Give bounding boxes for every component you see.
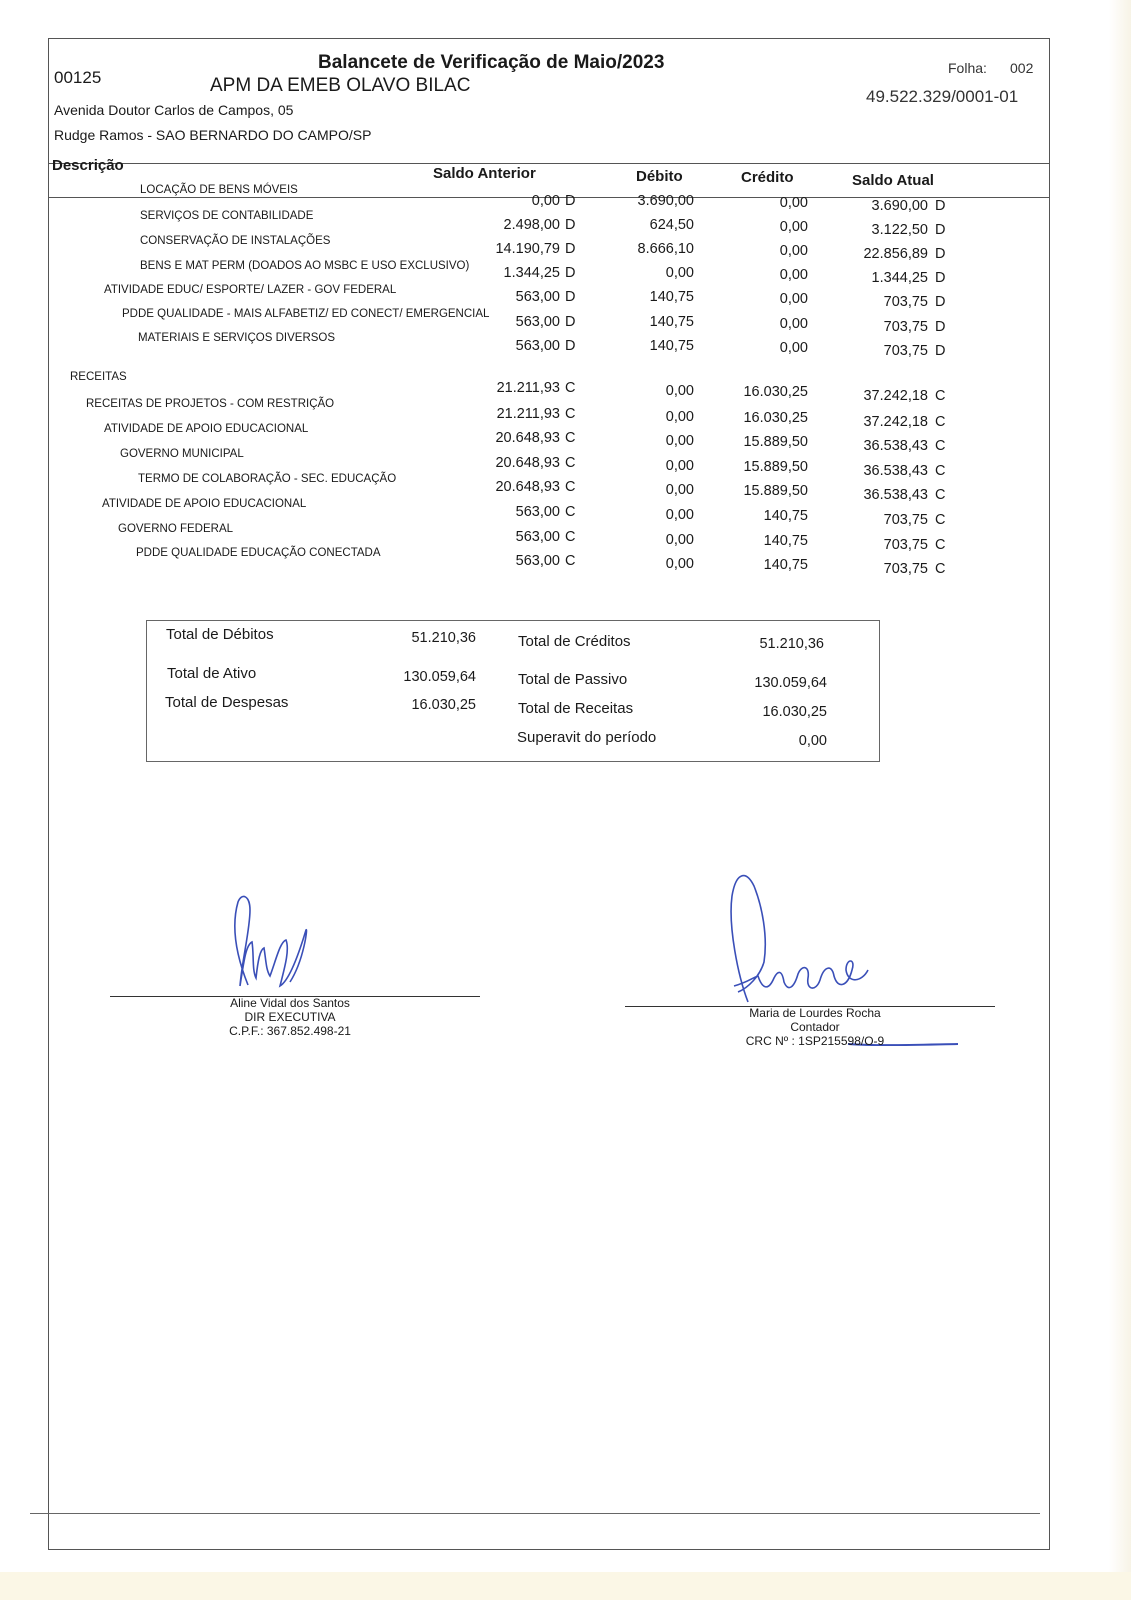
saldo-atual-value: 36.538,43 xyxy=(863,438,928,455)
surplus-label: Superavit do período xyxy=(517,729,657,746)
saldo-atual-value: 703,75 xyxy=(883,319,928,335)
account-description: ATIVIDADE EDUC/ ESPORTE/ LAZER - GOV FEDERAL xyxy=(104,284,397,296)
credito-value: 16.030,25 xyxy=(743,409,808,426)
saldo-anterior-value: 21.211,93 xyxy=(496,405,560,422)
account-description: RECEITAS DE PROJETOS - COM RESTRIÇÃO xyxy=(86,397,335,410)
credito-value: 0,00 xyxy=(779,340,808,356)
saldo-anterior-value: 1.344,25 xyxy=(503,265,560,281)
debito-value: 140,75 xyxy=(649,289,694,305)
saldo-atual-value: 36.538,43 xyxy=(863,462,928,479)
total-debits-value: 51.210,36 xyxy=(411,630,476,646)
total-expenses-value: 16.030,25 xyxy=(411,697,476,713)
account-description: GOVERNO MUNICIPAL xyxy=(120,447,244,460)
saldo-anterior-dc: D xyxy=(565,241,576,257)
account-description: ATIVIDADE DE APOIO EDUCACIONAL xyxy=(102,498,307,510)
debito-value: 0,00 xyxy=(665,433,694,450)
scan-bottom-strip xyxy=(0,1572,1131,1600)
saldo-atual-value: 703,75 xyxy=(883,512,928,528)
debito-value: 0,00 xyxy=(665,482,694,499)
saldo-atual-value: 3.122,50 xyxy=(871,222,928,238)
sheet-number: 002 xyxy=(1010,60,1034,76)
saldo-atual-dc: C xyxy=(935,536,946,553)
saldo-anterior-value: 563,00 xyxy=(515,338,560,354)
saldo-atual-value: 3.690,00 xyxy=(871,198,928,214)
debito-value: 0,00 xyxy=(665,556,694,573)
total-debits-label: Total de Débitos xyxy=(166,626,274,643)
saldo-atual-value: 22.856,89 xyxy=(863,246,928,262)
saldo-atual-value: 703,75 xyxy=(883,561,928,578)
saldo-anterior-value: 0,00 xyxy=(531,193,560,209)
address-line-1: Avenida Doutor Carlos de Campos, 05 xyxy=(54,102,294,118)
signer-right-name: Maria de Lourdes Rocha xyxy=(749,1006,881,1020)
sheet-label: Folha: xyxy=(948,60,987,76)
total-assets-label: Total de Ativo xyxy=(167,665,257,682)
credito-value: 16.030,25 xyxy=(743,384,808,400)
saldo-anterior-value: 2.498,00 xyxy=(503,217,560,233)
account-description: RECEITAS xyxy=(70,371,127,383)
account-description: GOVERNO FEDERAL xyxy=(118,522,234,535)
credito-value: 15.889,50 xyxy=(743,458,808,475)
saldo-atual-dc: D xyxy=(935,319,946,335)
signer-left-role: DIR EXECUTIVA xyxy=(244,1010,336,1024)
saldo-anterior-dc: D xyxy=(565,289,576,305)
credito-value: 15.889,50 xyxy=(743,483,808,500)
saldo-anterior-value: 563,00 xyxy=(515,289,560,305)
organization-name: APM DA EMEB OLAVO BILAC xyxy=(210,75,471,96)
account-description: ATIVIDADE DE APOIO EDUCACIONAL xyxy=(104,423,309,436)
signature-left xyxy=(220,890,330,1000)
saldo-anterior-value: 563,00 xyxy=(515,504,560,520)
saldo-anterior-dc: C xyxy=(565,430,576,447)
total-revenues-value: 16.030,25 xyxy=(762,704,827,720)
saldo-atual-dc: C xyxy=(935,462,946,479)
saldo-anterior-dc: D xyxy=(565,265,576,281)
saldo-atual-value: 37.242,18 xyxy=(863,413,928,430)
credito-value: 140,75 xyxy=(763,557,808,574)
saldo-atual-dc: D xyxy=(935,198,946,214)
saldo-atual-value: 1.344,25 xyxy=(871,270,928,286)
saldo-anterior-dc: C xyxy=(565,528,576,545)
credito-value: 0,00 xyxy=(779,291,808,307)
saldo-atual-dc: D xyxy=(935,343,946,359)
saldo-atual-dc: D xyxy=(935,270,946,286)
debito-value: 8.666,10 xyxy=(637,241,694,257)
saldo-anterior-value: 20.648,93 xyxy=(495,454,560,471)
saldo-atual-value: 37.242,18 xyxy=(863,388,928,404)
signer-right-document: CRC Nº : 1SP215598/O-9 xyxy=(745,1034,885,1048)
saldo-anterior-value: 20.648,93 xyxy=(495,479,560,496)
saldo-atual-dc: C xyxy=(935,413,946,430)
debito-value: 0,00 xyxy=(665,408,694,425)
footer-line xyxy=(30,1513,1040,1514)
saldo-anterior-dc: C xyxy=(565,405,576,422)
page-title: Balancete de Verificação de Maio/2023 xyxy=(318,52,665,73)
account-description: MATERIAIS E SERVIÇOS DIVERSOS xyxy=(138,332,336,344)
col-header-descricao: Descrição xyxy=(52,157,124,174)
saldo-anterior-value: 563,00 xyxy=(515,528,560,545)
saldo-atual-dc: C xyxy=(935,561,946,578)
debito-value: 0,00 xyxy=(665,265,694,281)
scan-edge xyxy=(1109,0,1131,1600)
col-header-debito: Débito xyxy=(636,168,683,185)
credito-value: 140,75 xyxy=(763,532,808,549)
total-assets-value: 130.059,64 xyxy=(403,669,476,685)
debito-value: 140,75 xyxy=(649,314,694,330)
account-description: BENS E MAT PERM (DOADOS AO MSBC E USO EXCLUSIVO) xyxy=(140,260,470,272)
account-code: 00125 xyxy=(54,68,102,87)
credito-value: 0,00 xyxy=(779,243,808,259)
total-liabilities-value: 130.059,64 xyxy=(754,675,827,691)
cnpj: 49.522.329/0001-01 xyxy=(866,87,1019,106)
saldo-anterior-dc: C xyxy=(565,380,576,396)
credito-value: 140,75 xyxy=(763,508,808,524)
account-description: TERMO DE COLABORAÇÃO - SEC. EDUCAÇÃO xyxy=(138,473,397,486)
debito-value: 0,00 xyxy=(665,507,694,523)
total-credits-label: Total de Créditos xyxy=(518,633,631,650)
debito-value: 140,75 xyxy=(649,338,694,354)
debito-value: 0,00 xyxy=(665,383,694,399)
saldo-atual-dc: C xyxy=(935,388,946,404)
credito-value: 0,00 xyxy=(779,267,808,283)
total-expenses-label: Total de Despesas xyxy=(165,694,289,711)
saldo-anterior-value: 563,00 xyxy=(515,553,560,570)
account-description: SERVIÇOS DE CONTABILIDADE xyxy=(140,210,314,222)
address-line-2: Rudge Ramos - SAO BERNARDO DO CAMPO/SP xyxy=(54,127,372,143)
saldo-atual-value: 703,75 xyxy=(883,536,928,553)
signer-left-document: C.P.F.: 367.852.498-21 xyxy=(229,1024,351,1038)
header-divider xyxy=(48,163,1049,164)
total-liabilities-label: Total de Passivo xyxy=(518,671,628,688)
saldo-anterior-dc: C xyxy=(565,479,576,496)
saldo-atual-dc: D xyxy=(935,222,946,238)
saldo-anterior-dc: D xyxy=(565,338,576,354)
account-description: CONSERVAÇÃO DE INSTALAÇÕES xyxy=(140,235,331,247)
credito-value: 0,00 xyxy=(779,219,808,235)
credito-value: 0,00 xyxy=(779,316,808,332)
saldo-anterior-dc: C xyxy=(565,504,576,520)
saldo-atual-dc: C xyxy=(935,512,946,528)
col-header-credito: Crédito xyxy=(741,169,794,186)
saldo-anterior-dc: D xyxy=(565,217,576,233)
saldo-atual-value: 36.538,43 xyxy=(863,487,928,504)
saldo-atual-value: 703,75 xyxy=(883,343,928,359)
saldo-atual-dc: D xyxy=(935,294,946,310)
credito-value: 15.889,50 xyxy=(743,434,808,451)
saldo-anterior-value: 20.648,93 xyxy=(495,430,560,447)
credito-value: 0,00 xyxy=(779,195,808,211)
total-revenues-label: Total de Receitas xyxy=(518,700,634,717)
debito-value: 624,50 xyxy=(649,217,694,233)
account-description: PDDE QUALIDADE - MAIS ALFABETIZ/ ED CONECT/ EMERGENCIAL xyxy=(122,308,490,320)
account-description: LOCAÇÃO DE BENS MÓVEIS xyxy=(140,184,298,196)
signer-right-role: Contador xyxy=(790,1020,840,1034)
signer-left-name: Aline Vidal dos Santos xyxy=(230,996,350,1010)
saldo-atual-dc: D xyxy=(935,246,946,262)
saldo-anterior-dc: C xyxy=(565,454,576,471)
debito-value: 0,00 xyxy=(665,531,694,548)
saldo-anterior-dc: D xyxy=(565,314,576,330)
debito-value: 0,00 xyxy=(665,457,694,474)
saldo-atual-dc: C xyxy=(935,438,946,455)
total-credits-value: 51.210,36 xyxy=(759,636,824,652)
saldo-atual-value: 703,75 xyxy=(883,294,928,310)
saldo-atual-dc: C xyxy=(935,487,946,504)
account-description: PDDE QUALIDADE EDUCAÇÃO CONECTADA xyxy=(136,547,381,560)
debito-value: 3.690,00 xyxy=(637,193,694,209)
col-header-saldo-atual: Saldo Atual xyxy=(852,172,934,189)
saldo-anterior-value: 563,00 xyxy=(515,314,560,330)
col-header-saldo-anterior: Saldo Anterior xyxy=(433,165,536,182)
surplus-value: 0,00 xyxy=(798,733,827,749)
saldo-anterior-dc: D xyxy=(565,193,576,209)
saldo-anterior-value: 14.190,79 xyxy=(495,241,560,257)
saldo-anterior-value: 21.211,93 xyxy=(496,380,560,396)
saldo-anterior-dc: C xyxy=(565,553,576,570)
